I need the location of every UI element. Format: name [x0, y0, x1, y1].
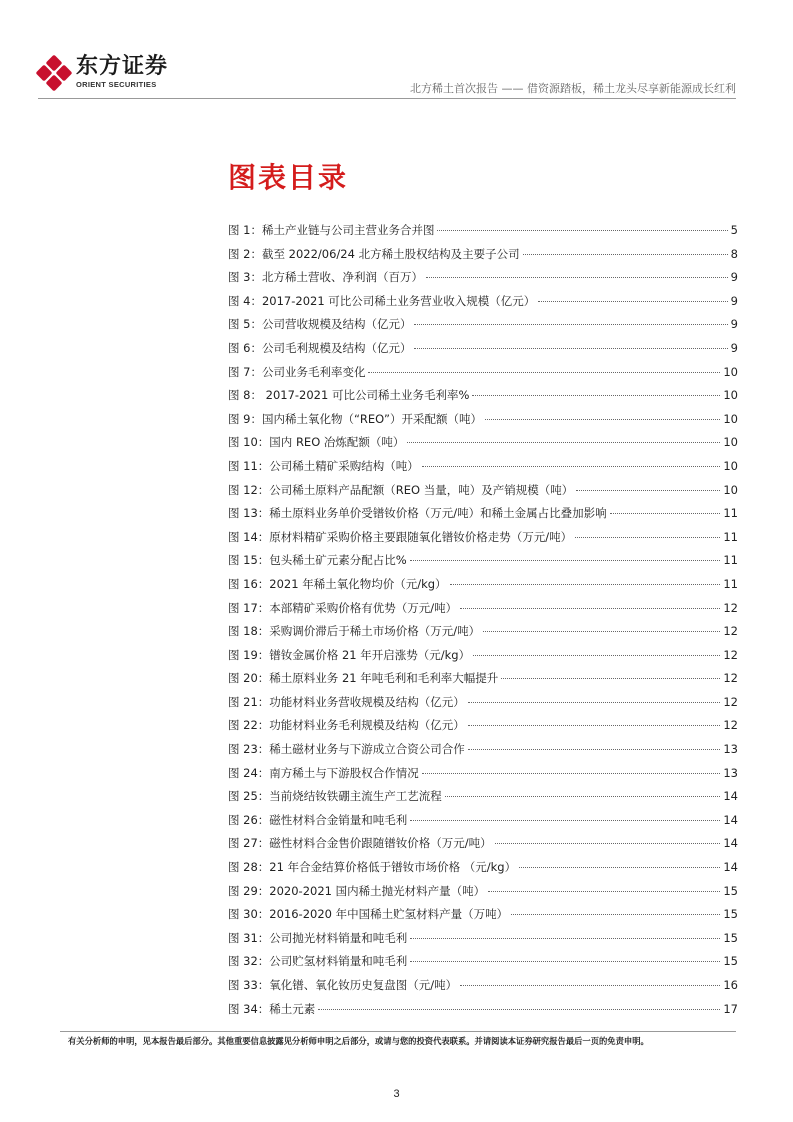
toc-entry-label: 图 18：采购调价滞后于稀土市场价格（万元/吨）	[228, 624, 481, 639]
toc-entry[interactable]	[228, 647, 738, 671]
toc-dot-leader	[538, 301, 727, 302]
toc-dot-leader	[422, 466, 721, 467]
toc-entry-page: 9	[730, 317, 738, 332]
toc-entry[interactable]	[228, 364, 738, 388]
toc-entry-label: 图 17：本部精矿采购价格有优势（万元/吨）	[228, 600, 458, 615]
figure-table-of-contents	[228, 222, 738, 1024]
toc-dot-leader	[437, 230, 727, 231]
toc-entry-label: 图 6：公司毛利规模及结构（亿元）	[228, 340, 412, 355]
toc-entry-page: 14	[723, 836, 738, 851]
toc-entry-label: 图 30：2016-2020 年中国稀土贮氢材料产量（万吨）	[228, 907, 509, 922]
toc-entry-page: 12	[723, 600, 738, 615]
toc-entry-label: 图 14：原材料精矿采购价格主要跟随氧化镨钕价格走势（万元/吨）	[228, 529, 573, 544]
toc-dot-leader	[460, 608, 720, 609]
toc-entry[interactable]	[228, 576, 738, 600]
toc-entry[interactable]	[228, 411, 738, 435]
toc-dot-leader	[488, 891, 720, 892]
toc-dot-leader	[460, 985, 720, 986]
toc-entry-page: 8	[730, 246, 738, 261]
toc-entry-page: 10	[723, 435, 738, 450]
toc-entry-page: 14	[723, 789, 738, 804]
toc-dot-leader	[450, 584, 721, 585]
toc-entry-page: 9	[730, 270, 738, 285]
toc-entry[interactable]	[228, 552, 738, 576]
toc-dot-leader	[473, 655, 720, 656]
toc-entry-label: 图 31：公司抛光材料销量和吨毛利	[228, 930, 408, 945]
toc-entry-label: 图 33：氧化镨、氧化钕历史复盘图（元/吨）	[228, 978, 458, 992]
toc-entry-page: 13	[723, 765, 738, 780]
toc-entry[interactable]	[228, 835, 738, 859]
toc-entry-page: 10	[723, 388, 738, 403]
toc-dot-leader	[495, 843, 721, 844]
toc-entry-page: 5	[730, 223, 738, 237]
toc-entry[interactable]	[228, 222, 738, 246]
toc-entry[interactable]	[228, 741, 738, 765]
toc-dot-leader	[501, 678, 720, 679]
toc-entry-label: 图 13：稀土原料业务单价受镨钕价格（万元/吨）和稀土金属占比叠加影响	[228, 506, 607, 521]
toc-dot-leader	[511, 914, 720, 915]
toc-dot-leader	[410, 961, 720, 962]
toc-entry-label: 图 10：国内 REO 冶炼配额（吨）	[228, 435, 405, 450]
toc-entry-page: 14	[723, 812, 738, 827]
toc-entry-page: 12	[723, 647, 738, 662]
toc-entry-page: 12	[723, 624, 738, 639]
toc-dot-leader	[468, 749, 721, 750]
toc-entry[interactable]	[228, 953, 738, 977]
toc-dot-leader	[468, 702, 721, 703]
toc-entry-page: 11	[723, 506, 738, 521]
toc-entry-page: 15	[723, 954, 738, 969]
toc-entry-label: 图 16：2021 年稀土氧化物均价（元/kg）	[228, 576, 447, 591]
logo-english-name: ORIENT SECURITIES	[76, 80, 157, 89]
toc-entry-label: 图 20：稀土原料业务 21 年吨毛利和毛利率大幅提升	[228, 671, 499, 686]
toc-dot-leader	[414, 348, 727, 349]
toc-entry[interactable]	[228, 293, 738, 317]
toc-entry-label: 图 5：公司营收规模及结构（亿元）	[228, 317, 412, 332]
toc-dot-leader	[483, 631, 720, 632]
toc-entry-label: 图 4：2017-2021 可比公司稀土业务营业收入规模（亿元）	[228, 293, 536, 308]
toc-entry-label: 图 11：公司稀土精矿采购结构（吨）	[228, 458, 419, 473]
toc-entry[interactable]	[228, 1001, 738, 1025]
disclaimer-text: 有关分析师的申明，见本报告最后部分。其他重要信息披露见分析师申明之后部分，或请与您的投资代表联系。并请阅读本证券研究报告最后一页的免责申明。	[68, 1036, 649, 1046]
toc-entry-label: 图 7：公司业务毛利率变化	[228, 364, 366, 379]
toc-entry[interactable]	[228, 434, 738, 458]
toc-dot-leader	[523, 254, 728, 255]
toc-entry-label: 图 15：包头稀土矿元素分配占比%	[228, 553, 407, 568]
toc-entry-label: 图 34：稀土元素	[228, 1001, 316, 1016]
toc-entry[interactable]	[228, 340, 738, 364]
toc-entry[interactable]	[228, 246, 738, 270]
toc-entry-page: 12	[723, 718, 738, 733]
toc-entry-label: 图 9：国内稀土氧化物（“REO”）开采配额（吨）	[228, 411, 482, 426]
logo-text	[76, 56, 168, 89]
toc-dot-leader	[472, 395, 720, 396]
toc-dot-leader	[368, 372, 720, 373]
toc-entry[interactable]	[228, 600, 738, 624]
toc-entry-label: 图 3：北方稀土营收、净利润（百万）	[228, 270, 423, 285]
toc-entry-label: 图 23：稀土磁材业务与下游成立合资公司合作	[228, 742, 465, 757]
toc-entry-page: 12	[723, 671, 738, 686]
toc-entry[interactable]	[228, 505, 738, 529]
toc-entry[interactable]	[228, 269, 738, 293]
toc-entry-label: 图 19：镨钕金属价格 21 年开启涨势（元/kg）	[228, 647, 471, 662]
toc-dot-leader	[519, 867, 720, 868]
toc-entry-label: 图 25：当前烧结钕铁硼主流生产工艺流程	[228, 789, 442, 804]
toc-dot-leader	[575, 537, 720, 538]
toc-entry[interactable]	[228, 717, 738, 741]
toc-dot-leader	[468, 725, 721, 726]
toc-entry[interactable]	[228, 859, 738, 883]
header-divider	[38, 98, 736, 99]
toc-entry-page: 10	[723, 458, 738, 473]
toc-dot-leader	[445, 796, 721, 797]
toc-dot-leader	[576, 490, 720, 491]
toc-entry-page: 13	[723, 742, 738, 757]
toc-entry-label: 图 24：南方稀土与下游股权合作情况	[228, 765, 419, 780]
toc-entry[interactable]	[228, 812, 738, 836]
toc-entry-label: 图 22：功能材料业务毛利规模及结构（亿元）	[228, 718, 465, 733]
toc-entry[interactable]	[228, 765, 738, 789]
toc-entry[interactable]	[228, 316, 738, 340]
toc-entry-page: 9	[730, 293, 738, 308]
toc-dot-leader	[422, 773, 721, 774]
toc-entry[interactable]	[228, 458, 738, 482]
toc-entry[interactable]	[228, 977, 738, 1001]
toc-entry-page: 10	[723, 364, 738, 379]
toc-entry-label: 图 32：公司贮氢材料销量和吨毛利	[228, 954, 408, 969]
toc-entry-label: 图 21：功能材料业务营收规模及结构（亿元）	[228, 694, 465, 709]
toc-entry-label: 图 12：公司稀土原料产品配额（REO 当量，吨）及产销规模（吨）	[228, 482, 574, 497]
toc-entry[interactable]	[228, 930, 738, 954]
toc-entry-label: 图 26：磁性材料合金销量和吨毛利	[228, 812, 408, 827]
toc-entry-page: 10	[723, 482, 738, 497]
report-title: 北方稀土首次报告 —— 借资源踏板，稀土龙头尽享新能源成长红利	[410, 82, 736, 95]
company-logo	[38, 56, 168, 89]
toc-entry-label: 图 28：21 年合金结算价格低于镨钕市场价格 （元/kg）	[228, 860, 517, 875]
toc-dot-leader	[414, 324, 727, 325]
toc-entry-page: 15	[723, 930, 738, 945]
toc-entry[interactable]	[228, 529, 738, 553]
toc-heading: 图表目录	[228, 161, 349, 194]
toc-entry-page: 16	[723, 978, 738, 992]
toc-entry[interactable]	[228, 623, 738, 647]
toc-entry-label: 图 2：截至 2022/06/24 北方稀土股权结构及主要子公司	[228, 246, 520, 261]
toc-entry[interactable]	[228, 670, 738, 694]
toc-entry-page: 12	[723, 694, 738, 709]
toc-entry-page: 11	[723, 529, 738, 544]
toc-dot-leader	[410, 820, 720, 821]
toc-dot-leader	[610, 513, 721, 514]
toc-dot-leader	[410, 560, 721, 561]
page-number: 3	[393, 1088, 400, 1100]
toc-dot-leader	[407, 442, 720, 443]
toc-entry-page: 17	[723, 1001, 738, 1016]
toc-dot-leader	[426, 277, 728, 278]
toc-dot-leader	[485, 419, 720, 420]
toc-dot-leader	[318, 1009, 720, 1010]
toc-entry[interactable]	[228, 387, 738, 411]
toc-entry[interactable]	[228, 906, 738, 930]
toc-entry-page: 10	[723, 411, 738, 426]
toc-entry-page: 15	[723, 907, 738, 922]
logo-diamond-icon	[38, 57, 70, 89]
toc-entry-label: 图 8： 2017-2021 可比公司稀土业务毛利率%	[228, 388, 470, 403]
toc-entry-label: 图 1：稀土产业链与公司主营业务合并图	[228, 223, 435, 237]
toc-entry[interactable]	[228, 788, 738, 812]
toc-entry-page: 14	[723, 860, 738, 875]
toc-entry-page: 11	[723, 553, 738, 568]
logo-chinese-name: 东方证券	[76, 54, 169, 79]
toc-entry-page: 15	[723, 883, 738, 898]
toc-entry[interactable]	[228, 482, 738, 506]
toc-entry-label: 图 29：2020-2021 国内稀土抛光材料产量（吨）	[228, 883, 486, 898]
toc-entry[interactable]	[228, 883, 738, 907]
footer-divider	[60, 1031, 736, 1032]
toc-entry-label: 图 27：磁性材料合金售价跟随镨钕价格（万元/吨）	[228, 836, 492, 851]
toc-entry[interactable]	[228, 694, 738, 718]
toc-entry-page: 11	[723, 576, 738, 591]
toc-dot-leader	[410, 938, 720, 939]
toc-entry-page: 9	[730, 340, 738, 355]
